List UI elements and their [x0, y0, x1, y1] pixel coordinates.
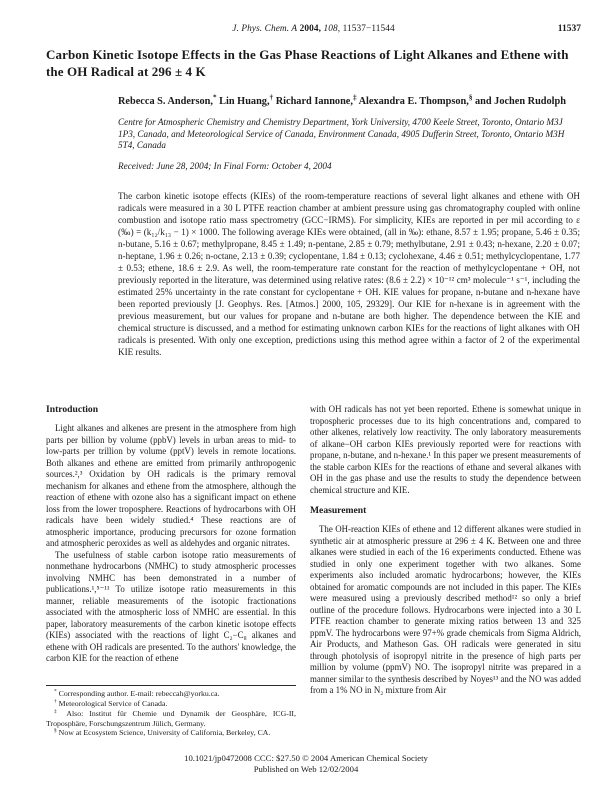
footnote-divider — [46, 685, 296, 686]
citation-volume: 108, — [323, 24, 341, 34]
doi-copyright-line: 10.1021/jp0472008 CCC: $27.50 © 2004 American Chemical Society — [184, 753, 428, 763]
footnote-double-dagger: ‡ Also: Institut für Chemie und Dynamik der Geosphäre, ICG-II, Troposphäre, Forschungszentrum Jülich, Germany. — [46, 708, 296, 728]
running-head — [46, 24, 581, 38]
footnote-dagger: † Meteorological Service of Canada. — [54, 698, 168, 709]
left-column — [46, 404, 296, 738]
author-list: Rebecca S. Anderson,* Lin Huang,† Richard Iannone,‡ Alexandra E. Thompson,§ and Jochen Rudolph — [118, 93, 566, 107]
section-heading-introduction: Introduction — [46, 404, 99, 415]
introduction-paragraph-1: Light alkanes and alkenes are present in the atmosphere from high parts per billion by volume (ppbV) levels in urban areas to mid- to low-parts per trillion by volume (pptV) levels in remote locations. Both alkanes and ethene are emitted from primarily anthropogenic sources.²,³ Oxidation by OH radicals is the primary removal mechanism for alkanes and ethene from the atmosphere, although the reaction of ethene with ozone also has a significant impact on ethene loss from the lower troposphere. Reactions of hydrocarbons with OH radicals have been widely studied.⁴ These reactions are of atmospheric importance, producing precursors for ozone formation and atmospheric peroxides as well as aldehydes and organic nitrates. — [46, 423, 296, 548]
measurement-paragraph-1: The OH-reaction KIEs of ethene and 12 different alkanes were studied in synthetic air at atmospheric pressure at 296 ± 4 K. Between one and three alkanes were studied in each of the 16 experiments conducted. Ethene was studied in only one experiment together with two alkanes. Some experiments also included aromatic hydrocarbons; however, the KIEs obtained for aromatic compounds are not included in this paper. The KIEs were measured using a previously described method¹² so only a brief outline of the procedure follows. Hydrocarbons were injected into a 30 L PTFE reaction chamber to generate mixing ratios between 13 and 325 ppmV. The hydrocarbons were 97+% grade chemicals from Sigma Aldrich, Air Products, and Matheson Gas. OH radicals were generated in situ through photolysis of isopropyl nitrite in the presence of high parts per million by volume (ppmV) NO. The isopropyl nitrite was prepared in a manner similar to the synthesis described by Noyes¹³ and the NO was added from a 1% NO in N₂ mixture from Air — [310, 524, 581, 695]
article-title: Carbon Kinetic Isotope Effects in the Gas Phase Reactions of Light Alkanes and Ethene with the OH Radical at 296 ± 4 K — [46, 47, 569, 79]
author-footnotes — [46, 683, 296, 738]
footnote-section: § Now at Ecosystem Science, University of California, Berkeley, CA. — [54, 727, 271, 738]
introduction-paragraph-2: The usefulness of stable carbon isotope ratio measurements of nonmethane hydrocarbons (NMHC) to study atmospheric processes involving NMHC has been demonstrated in a number of publications.¹,⁵⁻¹¹ To utilize isotope ratio measurements in this manner, reliable measurements of the isotopic fractionations associated with the atmospheric loss of NMHC are essential. In this paper, laboratory measurements of the carbon kinetic isotope effects (KIEs) associated with the reactions of light C₂−C₈ alkanes and ethene with OH radicals are presented. To the authors' knowledge, the carbon KIE for the reaction of ethene — [46, 549, 296, 663]
introduction-paragraph-2-continued: with OH radicals has not yet been reported. Ethene is somewhat unique in tropospheric processes due to its high concentrations and, compared to other alkenes, relatively low reactivity. The only laboratory measurements of alkane−OH carbon KIEs previously reported were for reactions with propane, n-butane, and n-hexane.¹ In this paper we present measurements of the stable carbon KIEs for the reactions of ethane and several alkanes with OH in the gas phase and use the results to study the dependence between chemical structure and KIE. — [310, 404, 581, 495]
byline-block — [118, 95, 580, 171]
page-footer — [0, 753, 612, 775]
citation-pages: 11537−11544 — [342, 24, 395, 34]
footnote-corresponding-author: * Corresponding author. E-mail: rebeccah@yorku.ca. — [54, 688, 220, 699]
citation-year: 2004, — [299, 24, 322, 34]
page-number: 11537 — [557, 24, 581, 34]
abstract-text: The carbon kinetic isotope effects (KIEs) of the room-temperature reactions of several light alkanes and ethene with OH radicals were measured in a 30 L PTFE reaction chamber at ambient pressure using gas chromatography coupled with online combustion and isotope ratio mass spectrometry (GCC−IRMS). For simplicity, KIEs are reported in per mil according to ε (‰) = (k₁₂/k₁₃ − 1) × 1000. The following average KIEs were obtained, (all in ‰): ethane, 8.57 ± 1.95; propane, 5.46 ± 0.35; n-butane, 5.16 ± 0.67; methylpropane, 8.45 ± 1.49; n-pentane, 2.85 ± 0.79; methylbutane, 2.91 ± 0.43; n-hexane, 2.20 ± 0.07; n-heptane, 1.96 ± 0.26; n-octane, 2.13 ± 0.39; cyclopentane, 1.84 ± 0.13; cyclohexane, 4.46 ± 0.51; methylcyclopentane, 1.77 ± 0.53; ethene, 18.6 ± 2.9. As well, the room-temperature rate constant for the reaction of methylcyclopentane + OH, not previously reported in the literature, was determined using relative rates: (8.6 ± 2.2) × 10⁻¹² cm³ molecule⁻¹ s⁻¹, including the estimated 25% uncertainty in the rate constant for cyclopentane + OH. KIE values for propane, n-butane and n-hexane have been reported previously [J. Geophys. Res. [Atmos.] 2000, 105, 29329]. Our KIE for n-hexane is in agreement with the previous measurement, but our values for propane and n-butane are both higher. The dependence between the KIE and chemical structure is discussed, and a method for estimating unknown carbon KIEs for the reactions of light alkanes with OH radicals is presented. With only one exception, predictions using this method agree within a factor of 2 of the experimental KIE results. — [118, 191, 580, 357]
section-heading-measurement: Measurement — [310, 505, 367, 516]
received-dates: Received: June 28, 2004; In Final Form: October 4, 2004 — [118, 160, 332, 171]
affiliation: Centre for Atmospheric Chemistry and Chemistry Department, York University, 4700 Keele Street, Toronto, Ontario M3J 1P3, Canada, and Meteorological Service of Canada, Environment Canada, 4905 Dufferin Street, Toronto, Ontario M3H 5T4, Canada — [118, 117, 565, 150]
journal-citation — [46, 24, 581, 34]
right-column — [310, 404, 581, 756]
citation-journal-name: J. Phys. Chem. A — [232, 24, 298, 34]
body-columns — [46, 404, 581, 756]
published-on-web-line: Published on Web 12/02/2004 — [253, 764, 359, 774]
